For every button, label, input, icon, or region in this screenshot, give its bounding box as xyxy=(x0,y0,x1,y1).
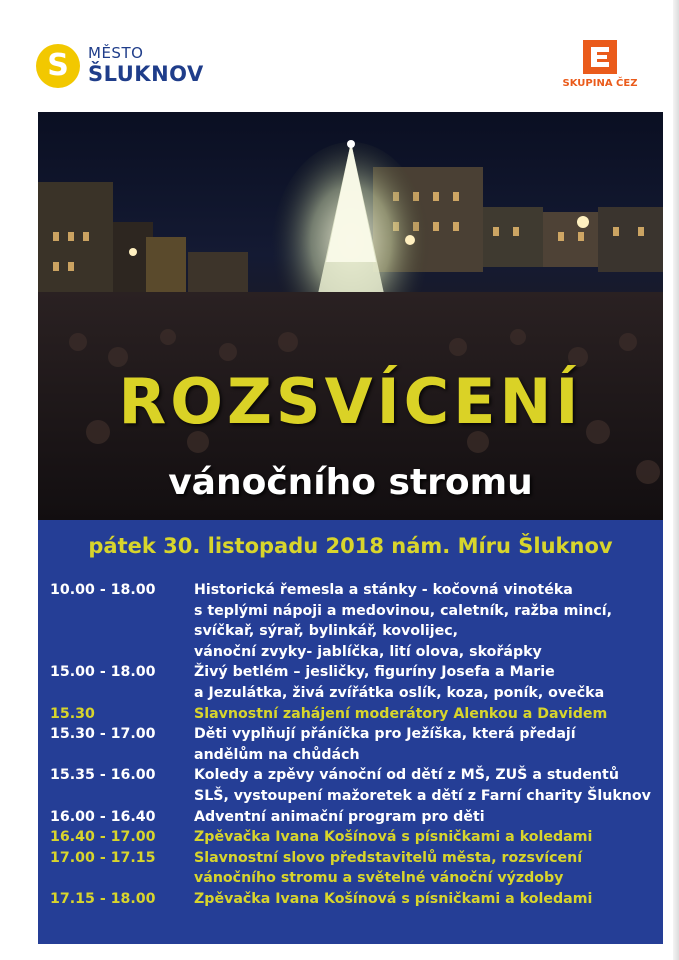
schedule-description-line: Adventní animační program pro děti xyxy=(194,808,485,825)
schedule-row xyxy=(38,827,663,848)
schedule-time: 17.15 - 18.00 xyxy=(50,890,156,907)
town-logo-line2: ŠLUKNOV xyxy=(88,62,204,86)
schedule-description-line: Děti vyplňují přáníčka pro Ježíška, která předají xyxy=(194,726,576,743)
schedule-row xyxy=(38,704,663,725)
sponsor-logo xyxy=(555,38,645,96)
event-subtitle: vánočního stromu xyxy=(168,462,533,503)
schedule-description xyxy=(194,724,656,765)
schedule-description xyxy=(194,662,656,703)
schedule-row xyxy=(38,580,663,662)
schedule-row xyxy=(38,807,663,828)
event-date-place: pátek 30. listopadu 2018 nám. Míru Šluknov xyxy=(88,534,613,558)
schedule-time: 15.30 xyxy=(50,705,95,722)
schedule-description xyxy=(194,704,656,725)
schedule-row xyxy=(38,765,663,806)
town-logo xyxy=(36,42,216,92)
hero-photo xyxy=(38,112,663,522)
schedule-row xyxy=(38,662,663,703)
schedule-description xyxy=(194,827,656,848)
s-letter-logo-icon: S xyxy=(36,44,80,88)
sponsor-logo-label: SKUPINA ČEZ xyxy=(562,78,638,89)
town-square-night-photo xyxy=(38,112,663,522)
schedule-description-line: SLŠ, vystoupení mažoretek a dětí z Farní charity Šluknov xyxy=(194,787,651,804)
schedule-description-line: Zpěvačka Ivana Košínová s písničkami a koledami xyxy=(194,829,593,846)
event-title: ROZSVÍCENÍ xyxy=(118,365,583,438)
schedule-description xyxy=(194,889,656,910)
schedule-description-line: andělům na chůdách xyxy=(194,746,360,763)
page-edge xyxy=(673,0,679,960)
cez-e-logo-icon xyxy=(583,40,617,74)
schedule-description xyxy=(194,580,656,662)
schedule-description-line: Koledy a zpěvy vánoční od dětí z MŠ, ZUŠ a studentů xyxy=(194,767,619,784)
program-panel xyxy=(38,520,663,944)
schedule-description-line: a Jezulátka, živá zvířátka oslík, koza, poník, ovečka xyxy=(194,684,605,701)
schedule-description-line: Slavnostní zahájení moderátory Alenkou a Davidem xyxy=(194,705,608,722)
schedule-description-line: Živý betlém – jesličky, figuríny Josefa a Marie xyxy=(194,664,555,681)
schedule-time: 15.00 - 18.00 xyxy=(50,664,156,681)
schedule-description-line: s teplými nápoji a medovinou, caletník, ražba mincí, xyxy=(194,602,612,619)
schedule-description xyxy=(194,848,656,889)
schedule-description-line: Zpěvačka Ivana Košínová s písničkami a koledami xyxy=(194,890,593,907)
schedule-time: 10.00 - 18.00 xyxy=(50,582,156,598)
schedule-list xyxy=(38,580,663,910)
schedule-row xyxy=(38,889,663,910)
schedule-time: 16.00 - 16.40 xyxy=(50,808,156,825)
schedule-row xyxy=(38,724,663,765)
schedule-time: 17.00 - 17.15 xyxy=(50,849,156,866)
schedule-description-line: vánočního stromu a světelné vánoční výzdoby xyxy=(194,870,564,887)
schedule-description-line: svíčkař, sýrař, bylinkář, kovolijec, xyxy=(194,623,459,640)
schedule-description-line: Slavnostní slovo představitelů města, rozsvícení xyxy=(194,849,583,866)
schedule-time: 16.40 - 17.00 xyxy=(50,829,156,846)
town-logo-line1: MĚSTO xyxy=(88,44,144,62)
schedule-description-line: vánoční zvyky- jablíčka, lití olova, skořápky xyxy=(194,643,542,660)
schedule-time: 15.30 - 17.00 xyxy=(50,726,156,743)
schedule-description-line: Historická řemesla a stánky - kočovná vinotéka xyxy=(194,582,573,598)
schedule-row xyxy=(38,848,663,889)
schedule-description xyxy=(194,807,656,828)
schedule-time: 15.35 - 16.00 xyxy=(50,767,156,784)
schedule-description xyxy=(194,765,656,806)
